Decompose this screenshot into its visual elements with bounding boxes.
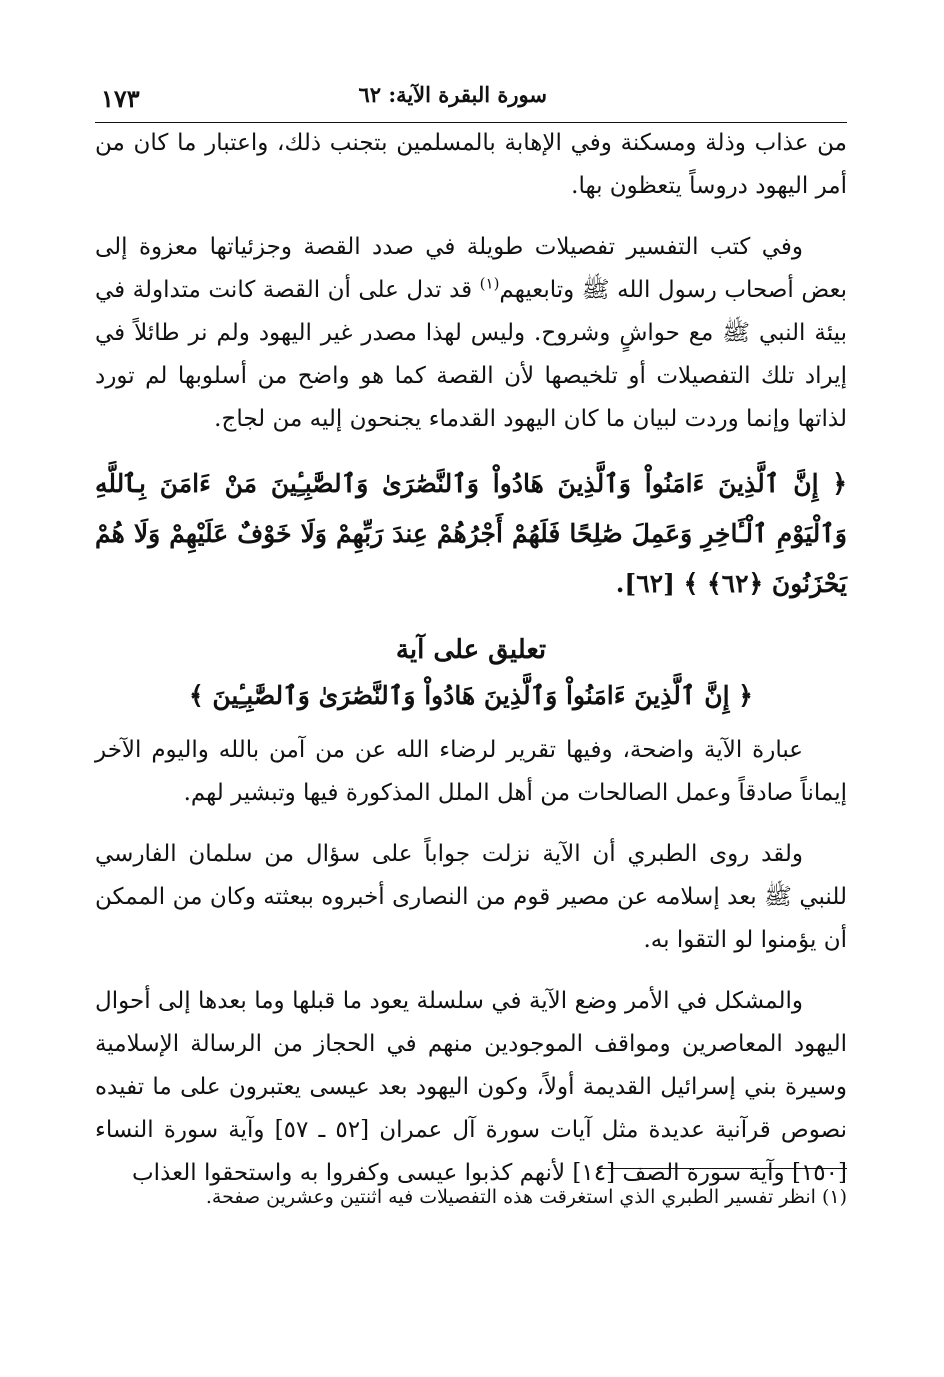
footnote: (١) انظر تفسير الطبري الذي استغرقت هذه التفصيلات فيه اثنتين وعشرين صفحة. xyxy=(205,1186,847,1208)
quran-verse xyxy=(95,459,847,609)
paragraph-2-part-1: وفي كتب التفسير تفصيلات طويلة في صدد القصة وجزئياتها معزوة إلى بعض أصحاب رسول الله ﷺ وتابعيهم xyxy=(95,234,847,303)
quran-verse-text: ﴿ إِنَّ ٱلَّذِينَ ءَامَنُواْ وَٱلَّذِينَ هَادُواْ وَٱلنَّصَٰرَىٰ وَٱلصَّٰبِـِٔينَ مَنْ ءَامَنَ بِٱللَّهِ وَٱلْيَوْمِ ٱلْـَٔاخِرِ وَعَمِلَ صَٰلِحًا فَلَهُمْ أَجْرُهُمْ عِندَ رَبِّهِمْ وَلَا خَوْفٌ عَلَيْهِمْ وَلَا هُمْ يَحْزَنُونَ ﴿٦٢﴾ ﴾ xyxy=(95,469,847,598)
paragraph-2 xyxy=(95,226,847,441)
page-body xyxy=(95,122,847,1213)
running-title: سورة البقرة الآية: ٦٢ xyxy=(358,82,547,107)
section-title: تعليق على آية xyxy=(395,635,547,665)
page-header xyxy=(95,78,847,123)
page-number: ١٧٣ xyxy=(101,84,140,113)
footnote-separator xyxy=(597,1168,847,1169)
paragraph-4: ولقد روى الطبري أن الآية نزلت جواباً على سؤال من سلمان الفارسي للنبي ﷺ بعد إسلامه عن مصير قوم من النصارى أخبروه ببعثته وكان من الممكن أن يؤمنوا لو التقوا به. xyxy=(95,841,847,953)
paragraph-2-part-2: قد تدل على أن القصة كانت متداولة في بيئة النبي ﷺ مع حواشٍ وشروح. وليس لهذا مصدر غير اليهود ولم نر طائلاً في إيراد تلك التفصيلات أو تلخيصها لأن القصة كما هو واضح من أسلوبها لم تورد لذاتها وإنما وردت لبيان ما كان اليهود القدماء يجنحون إليه من لجاج. xyxy=(95,277,847,432)
section-verse: ﴿ إِنَّ ٱلَّذِينَ ءَامَنُواْ وَٱلَّذِينَ هَادُواْ وَٱلنَّصَٰرَىٰ وَٱلصَّٰبِـِٔينَ ﴾ xyxy=(189,681,753,710)
footnote-ref-1: (١) xyxy=(479,274,500,293)
paragraph-1: من عذاب وذلة ومسكنة وفي الإهابة بالمسلمين بتجنب ذلك، واعتبار ما كان من أمر اليهود دروساً يتعظون بها. xyxy=(95,130,847,199)
paragraph-5: والمشكل في الأمر وضع الآية في سلسلة يعود ما قبلها وما بعدها إلى أحوال اليهود المعاصرين ومواقف الموجودين منهم في الحجاز من الرسالة الإسلامية وسيرة بني إسرائيل القديمة أولاً، وكون اليهود بعد عيسى يعتبرون على ما تفيده نصوص قرآنية عديدة مثل آيات سورة آل عمران [٥٢ ـ ٥٧] وآية سورة النساء [١٥٠] وآية سورة الصف [١٤] لأنهم كذبوا عيسى وكفروا به واستحقوا العذاب xyxy=(95,988,847,1186)
quran-verse-ref: [٦٢]. xyxy=(615,569,684,598)
paragraph-3: عبارة الآية واضحة، وفيها تقرير لرضاء الله عن من آمن بالله واليوم الآخر إيماناً صادقاً وعمل الصالحات من أهل الملل المذكورة فيها وتبشير لهم. xyxy=(95,737,847,806)
